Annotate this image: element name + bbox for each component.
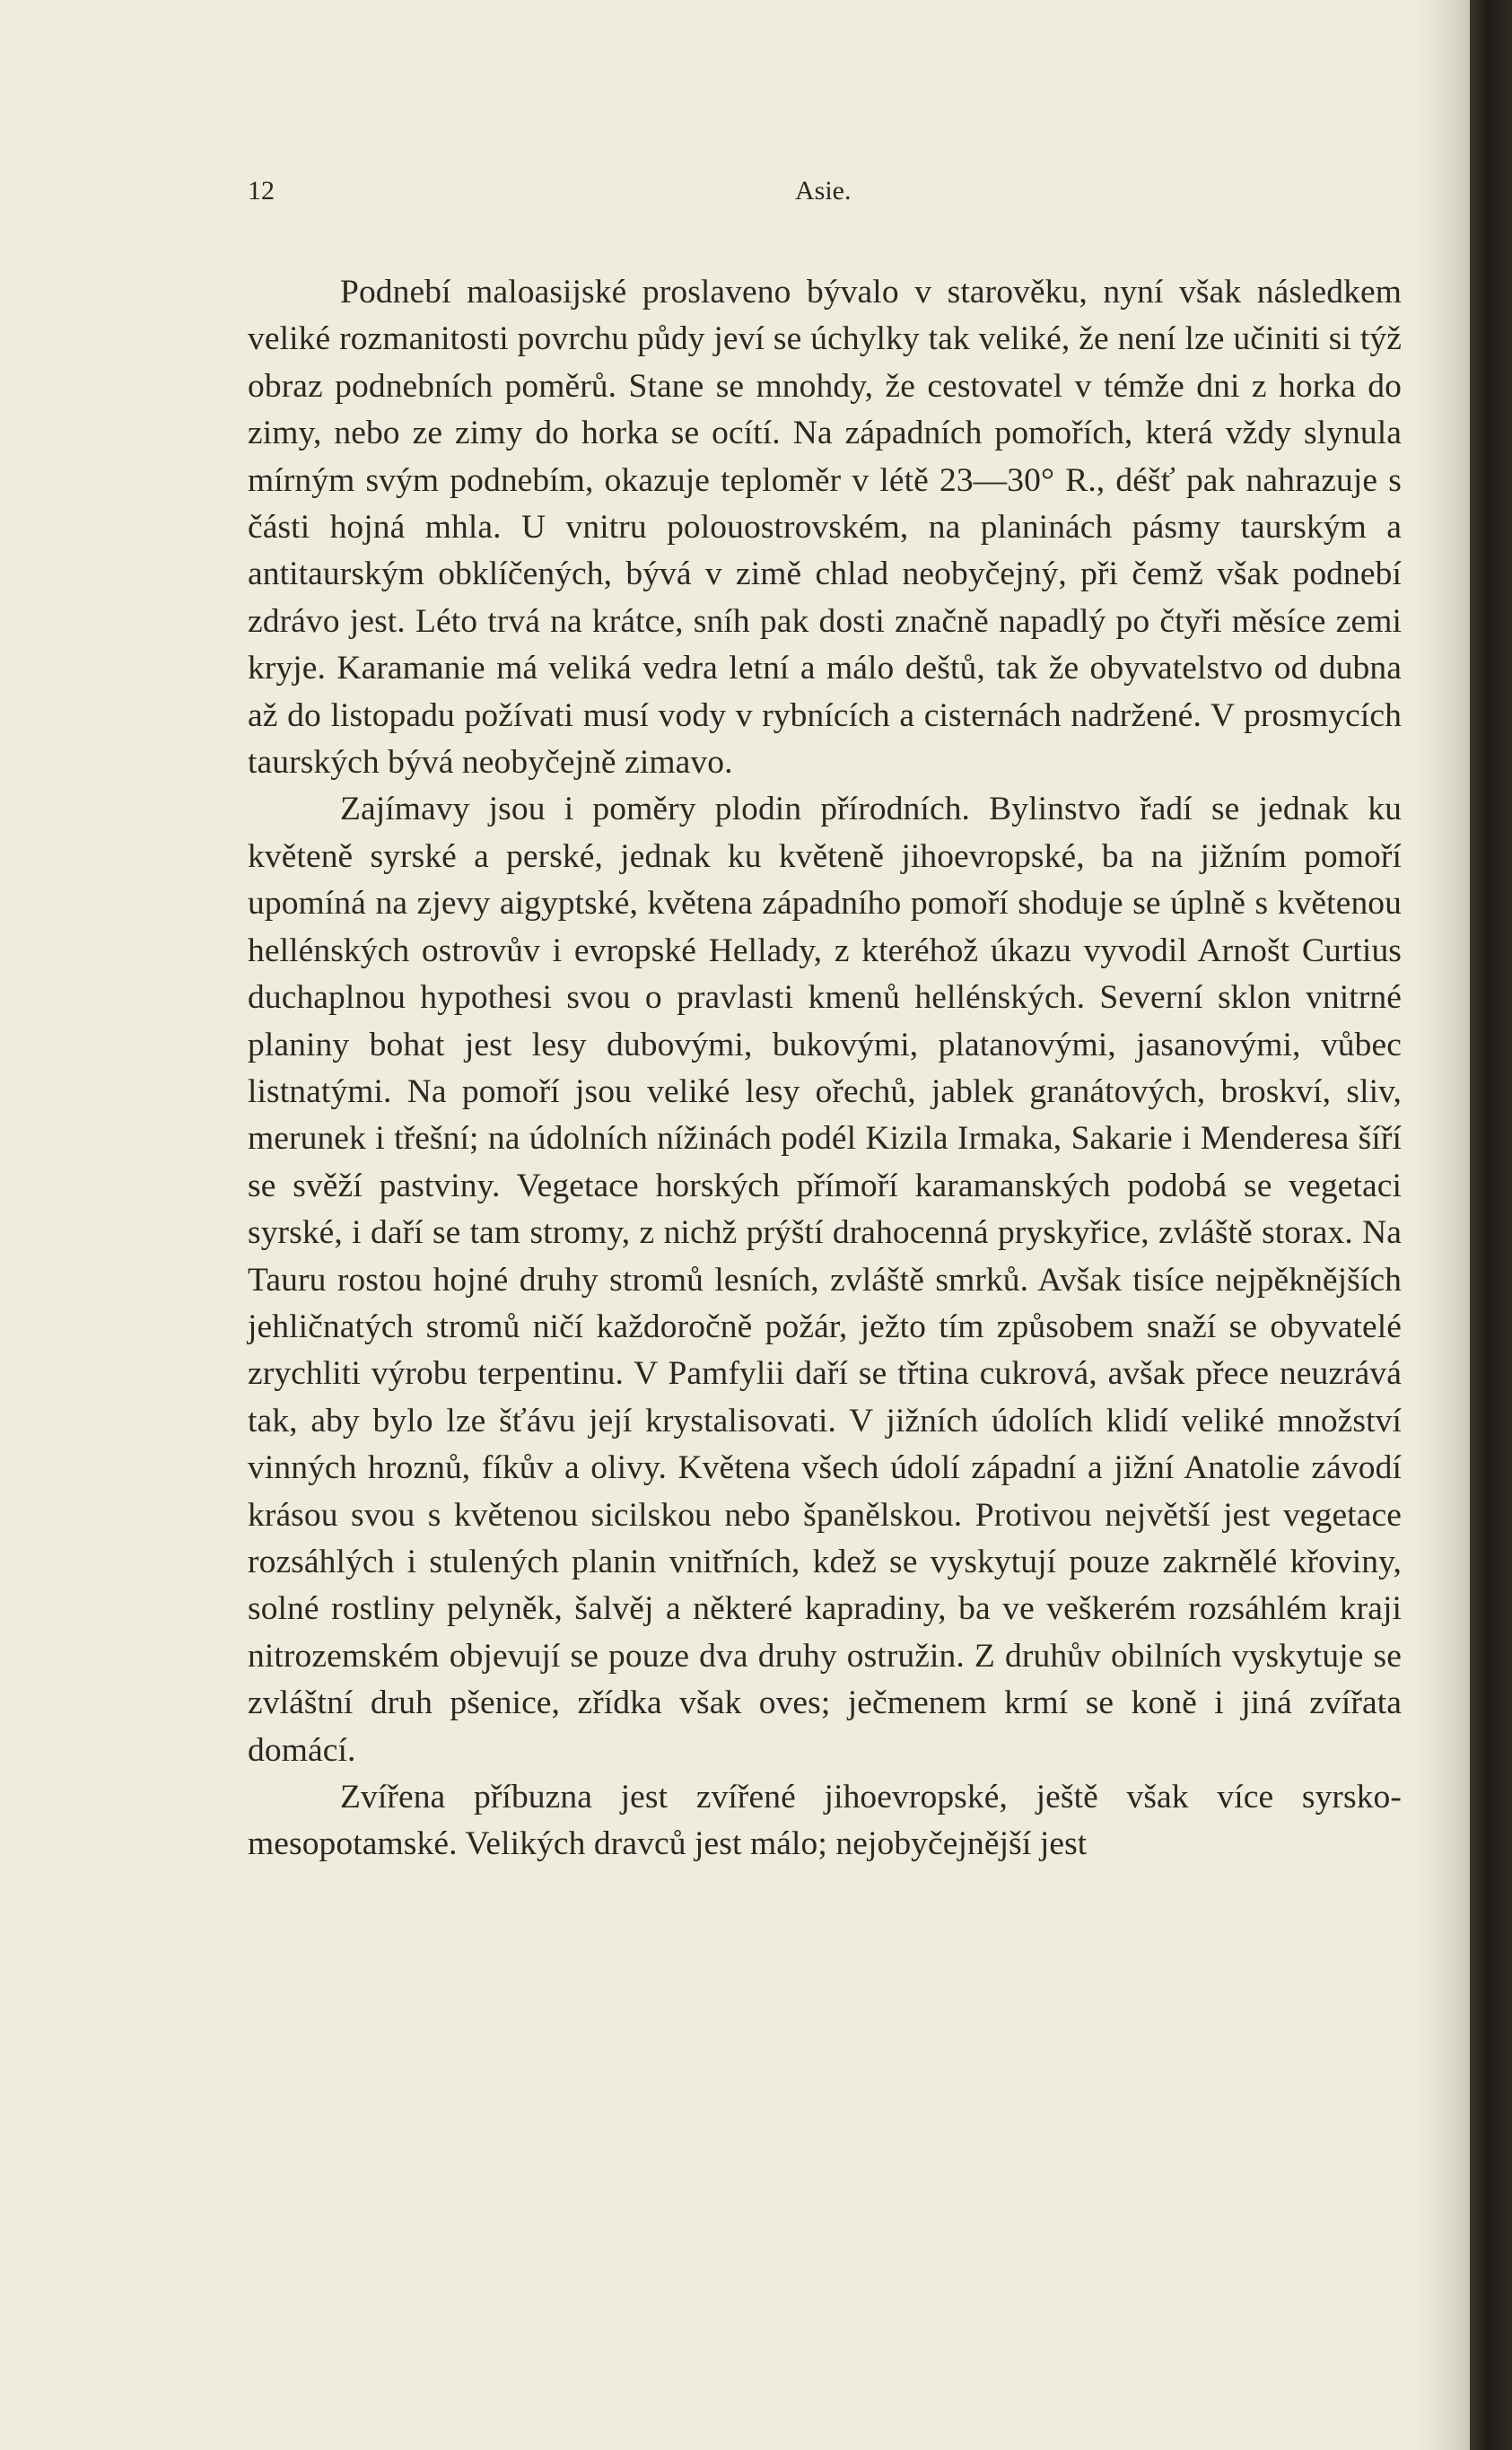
paragraph-flora: Zajímavy jsou i poměry plodin přírodních. Bylinstvo řadí se jednak ku květeně syrské a perské, jednak ku květeně jihoevropské, ba na jižním pomoří upomíná na zjevy aigyptské, květena západního pomoří shoduje se úplně s květenou hellénských ostrovův i evropské Hellady, z kteréhož úkazu vyvodil Arnošt Curtius duchaplnou hypothesi svou o pravlasti kmenů hellénských. Severní sklon vnitrné planiny bohat jest lesy dubovými, bukovými, platanovými, jasanovými, vůbec listnatými. Na pomoří jsou veliké lesy ořechů, jablek granátových, broskví, sliv, merunek i třešní; na údolních nížinách podél Kizila Irmaka, Sakarie i Menderesa šíří se svěží pastviny. Vegetace horských přímoří karamanských podobá se vegetaci syrské, i daří se tam stromy, z nichž prýští drahocenná pryskyřice, zvláště storax. Na Tauru rostou hojné druhy stromů lesních, zvláště smrků. Avšak tisíce nejpěknějších jehličnatých stromů ničí každoročně požár, ježto tím způsobem snaží se obyvatelé zrychliti výrobu terpentinu. V Pamfylii daří se třtina cukrová, avšak přece neuzrává tak, aby bylo lze šťávu její krystalisovati. V jižních údolích klidí veliké množství vinných hroznů, fíkův a olivy. Květena všech údolí západní a jižní Anatolie závodí krásou svou s květenou sicilskou nebo španělskou. Protivou největší jest vegetace rozsáhlých i stulených planin vnitřních, kdež se vyskytují pouze zakrnělé křoviny, solné rostliny pelyněk, šalvěj a některé kapradiny, ba ve veškerém rozsáhlém kraji nitrozemském objevují se pouze dva druhy ostružin. Z druhův obilních vyskytuje se zvláštní druh pšenice, zřídka však oves; ječmenem krmí se koně i jiná zvířata domácí. xyxy=(248,791,1402,1769)
book-binding-edge xyxy=(1470,0,1512,2450)
body-text xyxy=(248,269,1402,1868)
running-head xyxy=(248,176,1405,221)
page-number: 12 xyxy=(248,176,275,206)
paragraph-climate: Podnebí maloasijské proslaveno bývalo v starověku, nyní však následkem veliké rozmanitosti povrchu půdy jeví se úchylky tak veliké, že není lze učiniti si týž obraz podnebních poměrů. Stane se mnohdy, že cestovatel v témže dni z horka do zimy, nebo ze zimy do horka se ocítí. Na západních pomořích, která vždy slynula mírným svým podnebím, okazuje teploměr v létě 23—30° R., déšť pak nahrazuje s části hojná mhla. U vnitru polouostrovském, na planinách pásmy taurským a antitaurským obklíčených, bývá v zimě chlad neobyčejný, při čemž však podnebí zdrávo jest. Léto trvá na krátce, sníh pak dosti značně napadlý po čtyři měsíce zemi kryje. Karamanie má veliká vedra letní a málo deštů, tak že obyvatelstvo od dubna až do listopadu požívati musí vody v rybnících a cisternách nadržené. V prosmycích taurských bývá neobyčejně zimavo. xyxy=(248,274,1402,782)
page-edge-shadow xyxy=(1416,0,1470,2450)
running-title: Asie. xyxy=(795,176,852,206)
paragraph-fauna: Zvířena příbuzna jest zvířené jihoevropské, ještě však více syrsko-mesopotamské. Velikých dravců jest málo; nejobyčejnější jest xyxy=(248,1779,1402,1863)
